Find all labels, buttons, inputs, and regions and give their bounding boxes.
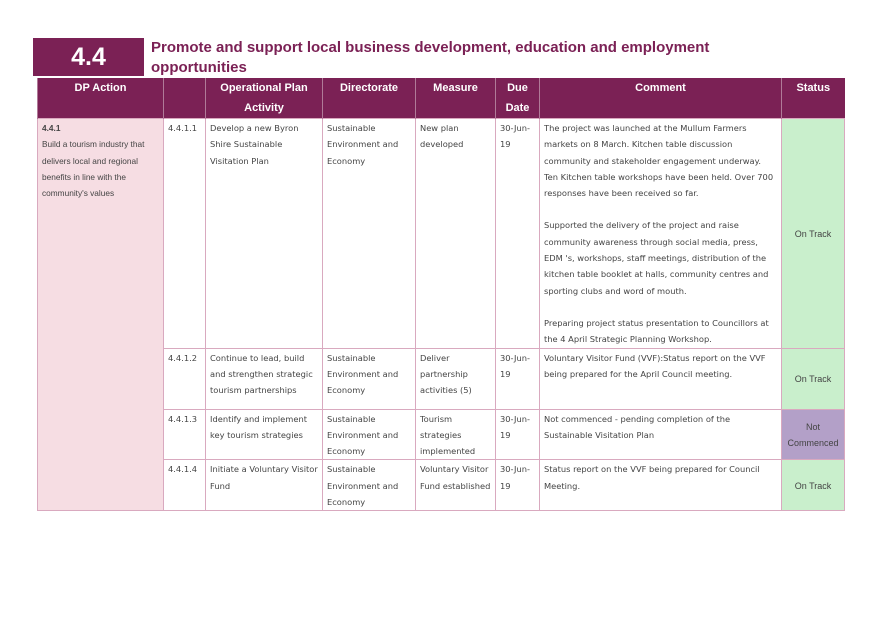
activity-text: Initiate a Voluntary Visitor Fund <box>206 460 323 511</box>
activity-text: Continue to lead, build and strengthen strategic tourism partnerships <box>206 348 323 409</box>
header-code <box>164 78 206 119</box>
due-date-text: 30-Jun-19 <box>496 460 540 511</box>
directorate-text: Sustainable Environment and Economy <box>323 119 416 349</box>
header-op-plan-activity: Operational Plan Activity <box>206 78 323 119</box>
comment-cell <box>540 460 782 511</box>
section-number: 4.4 <box>33 38 144 76</box>
measure-text: New plan developed <box>416 119 496 349</box>
dp-action-text: Build a tourism industry that delivers local and regional benefits in line with the community's values <box>42 139 145 199</box>
comment-paragraph: Supported the delivery of the project and raise community awareness through social media, press, EDM 's, workshops, staff meetings, distribution of the kitchen table booklet at halls, community centres and sporting clubs and word of mouth. <box>544 220 769 296</box>
comment-paragraph: Not commenced - pending completion of the Sustainable Visitation Plan <box>544 413 731 440</box>
activity-code: 4.4.1.3 <box>164 409 206 460</box>
measure-text: Voluntary Visitor Fund established <box>416 460 496 511</box>
comment-cell <box>540 409 782 460</box>
header-directorate: Directorate <box>323 78 416 119</box>
status-badge: On Track <box>782 119 845 349</box>
comment-paragraph: Status report on the VVF being prepared for Council Meeting. <box>544 464 760 491</box>
due-date-text: 30-Jun-19 <box>496 119 540 349</box>
header-comment: Comment <box>540 78 782 119</box>
comment-paragraph: Voluntary Visitor Fund (VVF):Status report on the VVF being prepared for the April Council meeting. <box>544 352 766 379</box>
activity-code: 4.4.1.4 <box>164 460 206 511</box>
header-status: Status <box>782 78 845 119</box>
comment-paragraph: Preparing project status presentation to Councillors at the 4 April Strategic Planning Workshop. <box>544 317 769 345</box>
activity-text: Develop a new Byron Shire Sustainable Visitation Plan <box>206 119 323 349</box>
header-dp-action: DP Action <box>38 78 164 119</box>
measure-text: Deliver partnership activities (5) <box>416 348 496 409</box>
activity-code: 4.4.1.2 <box>164 348 206 409</box>
table-row <box>38 119 845 349</box>
table-header-row <box>38 78 845 119</box>
header-due-date: Due Date <box>496 78 540 119</box>
directorate-text: Sustainable Environment and Economy <box>323 460 416 511</box>
due-date-text: 30-Jun-19 <box>496 409 540 460</box>
activity-text: Identify and implement key tourism strategies <box>206 409 323 460</box>
activity-code: 4.4.1.1 <box>164 119 206 349</box>
comment-paragraph: The project was launched at the Mullum Farmers markets on 8 March. Kitchen table discussion community and stakeholder engagement underway. Ten Kitchen table workshops have been held. Over 700 responses have been received so far. <box>544 123 774 199</box>
comment-cell <box>540 119 782 349</box>
dp-action-code: 4.4.1 <box>42 123 61 133</box>
due-date-text: 30-Jun-19 <box>496 348 540 409</box>
operational-plan-table <box>37 78 845 511</box>
dp-action-cell <box>38 119 164 511</box>
comment-cell <box>540 348 782 409</box>
section-title: Promote and support local business development, education and employment opportunities <box>151 39 710 76</box>
status-badge: On Track <box>782 348 845 409</box>
directorate-text: Sustainable Environment and Economy <box>323 409 416 460</box>
measure-text: Tourism strategies implemented <box>416 409 496 460</box>
header-measure: Measure <box>416 78 496 119</box>
status-badge: On Track <box>782 460 845 511</box>
directorate-text: Sustainable Environment and Economy <box>323 348 416 409</box>
status-badge: Not Commenced <box>782 409 845 460</box>
